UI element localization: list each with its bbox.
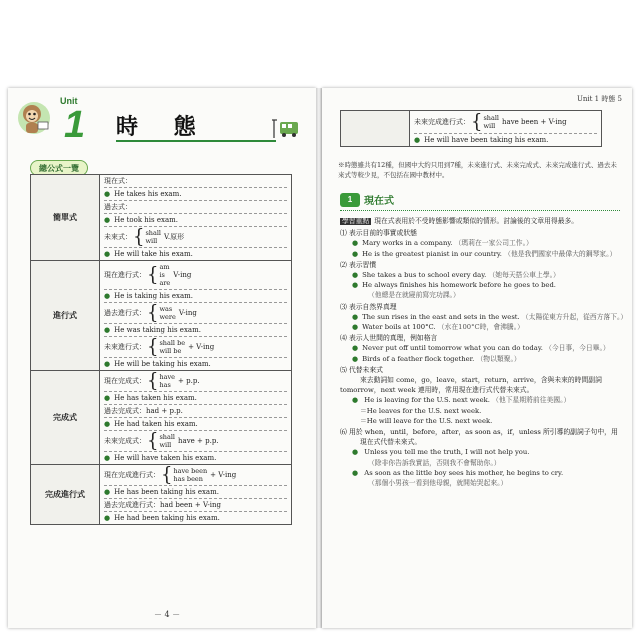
- formula-option: shall: [159, 433, 176, 441]
- example-sentence: He has been taking his exam.: [114, 488, 219, 496]
- example-sentence: He always finishes his homework before he goes to bed.: [362, 281, 556, 290]
- example-line: [340, 322, 624, 332]
- example-line: [340, 343, 624, 353]
- formula-label: 過去完成進行式：had been + V-ing: [104, 501, 221, 509]
- running-header: Unit 1 時態 5: [576, 95, 622, 103]
- formula-line: [104, 302, 287, 323]
- formula-prefix: 未來完成式：: [104, 437, 146, 445]
- formula-option: will: [145, 237, 158, 245]
- formula-option: is: [159, 271, 165, 279]
- tense-summary-table: [30, 174, 292, 525]
- formula-label: 過去式：: [104, 203, 132, 211]
- formula-label: 過去完成式：had + p.p.: [104, 407, 183, 415]
- intro: [340, 216, 624, 227]
- formula-line: [104, 430, 287, 451]
- formula-line: [104, 404, 287, 417]
- bullet-icon: ●: [352, 323, 359, 332]
- formula-line: [104, 368, 287, 392]
- tense-formulas: [100, 261, 292, 371]
- formula-brace: { have been has been: [161, 462, 208, 486]
- formula-brace: { shall will: [133, 224, 162, 248]
- example-sentence: He will have been taking his exam.: [424, 136, 549, 144]
- translation: （水在100°C時，會沸騰。）: [437, 323, 524, 332]
- example-sentence: Birds of a feather flock together.: [362, 354, 475, 363]
- translation: （他總是在就寢前寫完功課。）: [368, 291, 460, 300]
- formula-suffix: have + p.p.: [178, 437, 219, 445]
- bullet-icon: ●: [104, 292, 111, 300]
- equivalent-sentence: ＝He leaves for the U.S. next week.: [360, 406, 482, 415]
- item-heading: ⑶ 表示自然界真理: [340, 302, 397, 311]
- example-sentence: He is the greatest pianist in our country.: [362, 249, 502, 258]
- example-line: [340, 468, 624, 478]
- bullet-icon: ●: [352, 396, 359, 405]
- intro-tag: 學習重點: [342, 218, 370, 225]
- formula-prefix: 現在完成進行式：: [104, 471, 160, 479]
- tense-category: 進行式: [31, 261, 100, 371]
- example-sentence: He had been taking his exam.: [114, 514, 220, 522]
- translation: （她每天搭公車上學。）: [488, 271, 560, 280]
- example-sentence: He takes his exam.: [114, 190, 182, 198]
- equivalent-sentence: ＝He will leave for the U.S. next week.: [360, 416, 493, 425]
- formula-suffix: have been + V-ing: [502, 118, 567, 126]
- translation: （除非你告訴我實話，否則我不會幫助你。）: [368, 458, 501, 467]
- item-heading: ⑵ 表示習慣: [340, 260, 377, 269]
- example-line: [340, 290, 624, 300]
- example-sentence: He is taking his exam.: [114, 292, 194, 300]
- tense-category: 完成進行式: [31, 465, 100, 525]
- formula-brace: { was were: [147, 300, 176, 324]
- tense-category: 完成式: [31, 371, 100, 465]
- translation: （太陽從東方升起，從西方落下。）: [521, 312, 628, 321]
- formula-option: are: [159, 279, 171, 287]
- bullet-icon: ●: [104, 420, 111, 428]
- continued-category-cell: [341, 111, 410, 147]
- formula-suffix: V-ing: [173, 271, 192, 279]
- bullet-icon: ●: [352, 312, 359, 321]
- formula-line: [104, 175, 287, 187]
- formula-suffix: + V-ing: [210, 471, 237, 479]
- footnote: ※時態雖共有12種，但國中大約只用到7種，未來進行式、未來完成式、未來完成進行式、過去未來式等較少見，不包括在國中教材中。: [338, 161, 617, 179]
- example-sentence: Water boils at 100°C.: [362, 323, 436, 332]
- formula-option: has been: [173, 475, 203, 483]
- formula-option: were: [159, 313, 176, 321]
- bullet-icon: ●: [104, 394, 111, 402]
- tense-formulas: [100, 368, 292, 465]
- item-heading: ⑷ 表示人世間的真理，例如格言: [340, 334, 438, 343]
- example-sentence: He will be taking his exam.: [114, 360, 211, 368]
- example-line: [104, 213, 287, 226]
- bullet-icon: ●: [352, 354, 359, 363]
- formula-brace: { shall be will be: [147, 334, 186, 358]
- future-perfect-progressive-cell: [410, 111, 602, 147]
- bullet-icon: ●: [352, 468, 359, 477]
- bullet-icon: ●: [352, 271, 359, 280]
- translation: （今日事，今日畢。）: [545, 344, 610, 353]
- formula-option: will be: [159, 347, 182, 355]
- formula-suffix: + V-ing: [188, 343, 215, 351]
- bullet-icon: ●: [414, 136, 421, 144]
- left-page: [8, 88, 316, 628]
- header-divider: [116, 140, 276, 142]
- item-heading: ⑴ 表示目前的事實或狀態: [340, 229, 417, 238]
- example-sentence: As soon as the little boy sees his mother, he begins to cry.: [364, 468, 564, 477]
- formula-option: have been: [173, 467, 208, 475]
- example-line: [104, 323, 287, 336]
- tense-row: [31, 175, 292, 261]
- summary-badge: 總公式一覽: [30, 160, 88, 176]
- bullet-icon: ●: [104, 360, 111, 368]
- formula-option: will: [159, 441, 172, 449]
- section-divider: [340, 210, 620, 211]
- item-heading-cont: 現在式代替未來式。: [360, 438, 422, 447]
- formula-prefix: 未來進行式：: [104, 343, 146, 351]
- bullet-icon: ●: [104, 326, 111, 334]
- example-line: [104, 511, 287, 524]
- example-line: [340, 354, 624, 364]
- tense-row: [31, 465, 292, 525]
- bullet-icon: ●: [104, 250, 111, 258]
- example-line: [340, 238, 624, 248]
- tense-row: [31, 261, 292, 371]
- example-line: [340, 270, 624, 280]
- bullet-icon: ●: [104, 216, 111, 224]
- continued-table: [340, 110, 602, 147]
- bullet-icon: ●: [352, 448, 359, 457]
- formula-option: shall: [483, 114, 500, 122]
- example-sentence: He was taking his exam.: [114, 326, 201, 334]
- translation: （瑪莉在一家公司工作。）: [454, 239, 533, 248]
- example-sentence: Unless you tell me the truth, I will not help you.: [364, 448, 530, 457]
- formula-prefix: 未來完成進行式：: [414, 118, 470, 126]
- right-page: [322, 88, 632, 628]
- example-sentence: He will take his exam.: [114, 250, 193, 258]
- future-note-line: 來去動詞如 come，go，leave，start，return，arrive，含與未來的時間副詞: [360, 376, 602, 385]
- bullet-icon: ●: [104, 514, 111, 522]
- formula-brace: { shall will: [147, 428, 176, 452]
- example-sentence: He had taken his exam.: [114, 420, 198, 428]
- example-sentence: He is leaving for the U.S. next week.: [364, 396, 490, 405]
- section-content: [340, 216, 628, 488]
- formula-suffix: V.原形: [164, 233, 185, 241]
- formula-line: [104, 226, 287, 247]
- bullet-icon: ●: [352, 281, 359, 290]
- tense-formulas: [100, 175, 292, 261]
- item-heading: ⑹ 用於 when，until，before，after，as soon as，if，unless 所引導的副詞子句中，用: [340, 428, 618, 437]
- monkey-mascot-icon: [12, 96, 56, 140]
- formula-prefix: 未來式：: [104, 233, 132, 241]
- section-title-text: 現在式: [364, 196, 394, 207]
- formula-option: shall: [145, 229, 162, 237]
- example-line: [340, 395, 624, 405]
- formula-prefix: 現在進行式：: [104, 271, 146, 279]
- example-line: [340, 249, 624, 259]
- unit-banner: [8, 94, 118, 146]
- example-sentence: She takes a bus to school every day.: [362, 271, 487, 280]
- translation: （他下星期將前往美國。）: [492, 396, 571, 405]
- formula-option: will: [483, 122, 496, 130]
- formula-brace: { have has: [147, 368, 176, 392]
- example-sentence: Never put off until tomorrow what you can do today.: [362, 344, 543, 353]
- bullet-icon: ●: [352, 239, 359, 248]
- left-page-number: － 4 －: [154, 610, 181, 619]
- formula-suffix: V-ing: [178, 309, 197, 317]
- bullet-icon: ●: [352, 249, 359, 258]
- intro-text: 現在式表用於不受時態影響或類似的情形。討論後的文章用得最多。: [374, 217, 579, 225]
- example-line: [104, 417, 287, 430]
- formula-prefix: 現在完成式：: [104, 377, 146, 385]
- formula-brace: { am is are: [147, 262, 171, 287]
- unit-label: Unit: [60, 96, 78, 106]
- bullet-icon: ●: [104, 488, 111, 496]
- translation: （物以類聚。）: [476, 354, 521, 363]
- example-line: [340, 447, 624, 457]
- tense-row: [31, 371, 292, 465]
- formula-brace: { shall will: [471, 109, 500, 133]
- page-title: 時 態: [116, 114, 210, 140]
- formula-line: [104, 336, 287, 357]
- bullet-icon: ●: [104, 190, 111, 198]
- formula-label: 現在式：: [104, 177, 132, 185]
- formula-line: [104, 200, 287, 213]
- section-title: [340, 192, 394, 207]
- example-line: [340, 280, 624, 290]
- formula-option: have: [159, 373, 176, 381]
- tense-formulas: [100, 462, 292, 525]
- bullet-icon: ●: [352, 344, 359, 353]
- example-line: [340, 312, 628, 322]
- formula-option: was: [159, 305, 173, 313]
- example-sentence: He took his exam.: [114, 216, 178, 224]
- item-heading: ⑸ 代替未來式: [340, 365, 383, 374]
- formula-option: am: [159, 263, 170, 271]
- example-sentence: Mary works in a company.: [362, 239, 453, 248]
- formula-option: shall be: [159, 339, 186, 347]
- bullet-icon: ●: [104, 454, 111, 462]
- translation: （他是我們國家中最偉大的鋼琴家。）: [504, 249, 617, 258]
- example-line: [104, 485, 287, 498]
- formula-prefix: 過去進行式：: [104, 309, 146, 317]
- example-line: [104, 247, 287, 260]
- example-sentence: He will have taken his exam.: [114, 454, 217, 462]
- tense-category: 簡單式: [31, 175, 100, 261]
- section-number: 1: [340, 193, 360, 207]
- formula-line: [104, 462, 287, 486]
- example-sentence: He has taken his exam.: [114, 394, 197, 402]
- example-line: [104, 289, 287, 302]
- formula-option: has: [159, 381, 171, 389]
- example-line: [104, 391, 287, 404]
- formula-suffix: + p.p.: [178, 377, 200, 385]
- formula-line: [104, 498, 287, 511]
- example-line: [104, 451, 287, 464]
- future-note-line: tomorrow，next week 連用時，常用現在進行式代替未來式。: [340, 386, 534, 395]
- example-line: [104, 187, 287, 200]
- unit-number: 1: [64, 104, 86, 146]
- formula-line: [104, 261, 287, 289]
- school-bus-icon: [272, 114, 302, 142]
- example-line: [104, 357, 287, 370]
- example-sentence: The sun rises in the east and sets in the west.: [362, 312, 520, 321]
- translation: （那個小男孩一看到他母親，就開始哭起來。）: [368, 479, 508, 488]
